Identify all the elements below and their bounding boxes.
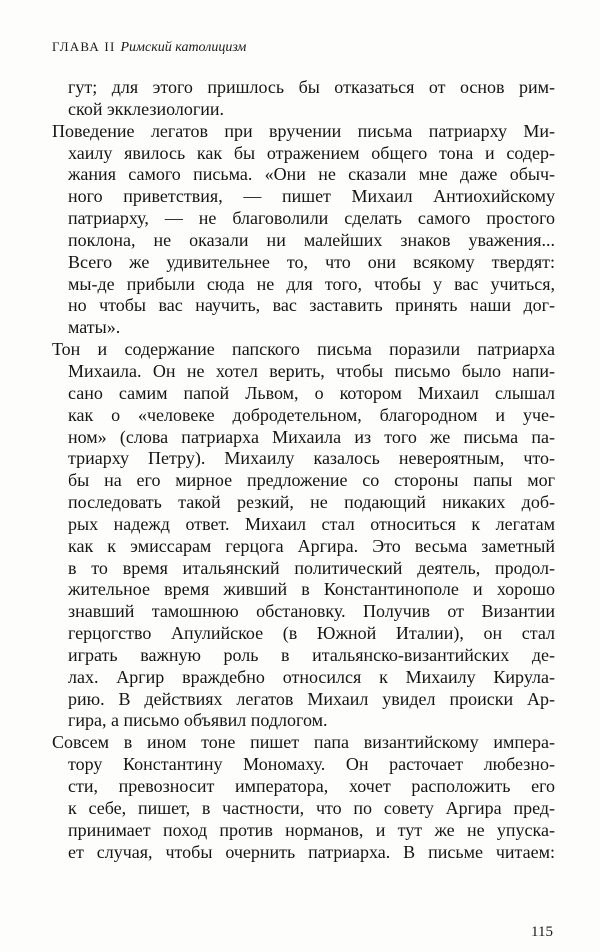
text-line: ской экклезиологии.: [68, 98, 224, 119]
paragraph-continuation: [52, 77, 555, 121]
paragraph: [52, 732, 555, 863]
text-line: тору Константину Мономаху. Он расточает любезно-: [68, 754, 555, 775]
text-line: рых надежд ответ. Михаил стал относиться к легатам: [68, 513, 555, 534]
paragraph: [52, 121, 555, 339]
text-line: в то время итальянский политический деятель, продол-: [68, 557, 555, 578]
text-line: принимает поход против норманов, и тут же не упуска-: [68, 819, 555, 840]
text-line: жительное время живший в Константинополе и хорошо: [68, 579, 555, 600]
text-line: гира, а письмо объявил подлогом.: [68, 710, 328, 731]
text-line: поклона, не оказали ни малейших знаков уважения...: [68, 229, 555, 250]
text-line: сано самим папой Львом, о котором Михаил слышал: [68, 382, 555, 403]
text-line: герцогство Апулийское (в Южной Италии), он стал: [68, 623, 555, 644]
text-line: хаилу явилось как бы отражением общего тона и содер-: [68, 142, 555, 163]
text-line: к себе, пишет, в частности, что по совету Аргира пред-: [68, 797, 555, 818]
text-line: лах. Аргир враждебно относился к Михаилу Кирула-: [68, 666, 555, 687]
text-line: играть важную роль в итальянско-византийских де-: [68, 644, 555, 665]
chapter-title: Римский католицизм: [120, 40, 247, 55]
text-line: Поведение легатов при вручении письма патриарху Ми-: [52, 120, 555, 141]
page-number: 115: [531, 924, 553, 940]
paragraph: [52, 339, 555, 732]
running-header: [52, 39, 246, 56]
text-line: гут; для этого пришлось бы отказаться от основ рим-: [68, 77, 555, 97]
text-line: мы-де прибыли сюда не для того, чтобы у вас учиться,: [68, 273, 555, 294]
text-line: патриарху, — не благоволили сделать самого простого: [68, 208, 555, 229]
text-line: Тон и содержание папского письма поразили патриарха: [52, 339, 555, 360]
text-line: маты».: [68, 317, 121, 338]
text-line: бы на его мирное предложение со стороны папы мог: [68, 470, 555, 491]
text-line: Всего же удивительнее то, что они всякому твердят:: [68, 251, 555, 272]
text-line: рию. В действиях легатов Михаил увидел происки Ар-: [68, 688, 555, 709]
text-line: Совсем в ином тоне пишет папа византийскому импера-: [52, 732, 555, 753]
text-line: триарху Петру). Михаилу казалось невероятным, что-: [68, 448, 555, 469]
text-line: последовать такой резкий, не подающий никаких доб-: [68, 492, 555, 513]
text-line: жания самого письма. «Они не сказали мне даже обыч-: [68, 164, 555, 185]
text-line: знавший тамошнюю обстановку. Получив от Византии: [68, 601, 555, 622]
body-text: [52, 77, 555, 863]
text-line: ного приветствия, — пишет Михаил Антиохийскому: [68, 186, 555, 207]
text-line: как о «человеке добродетельном, благородном и уче-: [68, 404, 555, 425]
text-line: но чтобы вас научить, вас заставить принять наши дог-: [68, 295, 555, 316]
text-line: Михаила. Он не хотел верить, чтобы письмо было напи-: [68, 360, 555, 381]
text-line: как к эмиссарам герцога Аргира. Это весьма заметный: [68, 535, 555, 556]
text-line: ном» (слова патриарха Михаила из того же письма па-: [68, 426, 555, 447]
chapter-label: ГЛАВА II: [52, 39, 116, 54]
text-line: ет случая, чтобы очернить патриарха. В письме читаем:: [68, 841, 555, 862]
text-line: сти, превозносит императора, хочет расположить его: [68, 776, 555, 796]
